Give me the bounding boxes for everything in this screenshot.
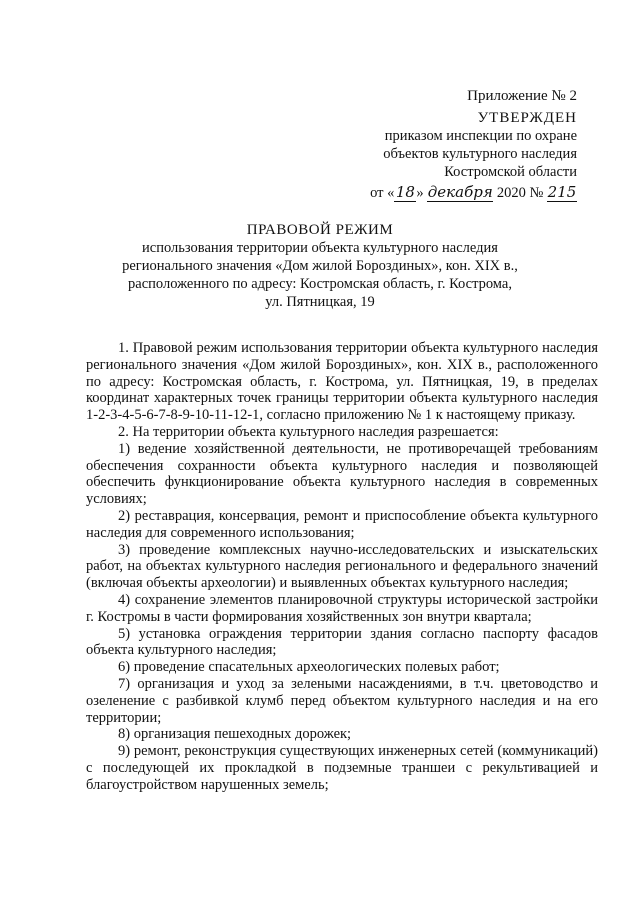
paragraph-2: 2. На территории объекта культурного наследия разрешается: [118, 423, 499, 440]
order-number-handwritten: 215 [547, 183, 577, 201]
title-line-3: расположенного по адресу: Костромская область, г. Кострома, [128, 276, 512, 292]
approved-line-1: приказом инспекции по охране [384, 128, 577, 144]
date-separator: » [416, 185, 424, 201]
approved-line-3: Костромской области [444, 164, 577, 180]
date-day-handwritten: 18 [395, 183, 415, 201]
appendix-label: Приложение № 2 [467, 88, 577, 104]
document-title: ПРАВОВОЙ РЕЖИМ [246, 222, 394, 238]
title-line-2: регионального значения «Дом жилой Бороздиных», кон. XIX в., [122, 258, 518, 274]
list-item: 5) установка ограждения территории здания согласно паспорту фасадов объекта культурного наследия; [86, 625, 598, 659]
list-item: 9) ремонт, реконструкция существующих инженерных сетей (коммуникаций) с последующей их прокладкой в подземные траншеи с рекультивацией и благоустройством нарушенных земель; [86, 743, 598, 793]
order-date-number [370, 183, 577, 202]
approved-heading: УТВЕРЖДЕН [477, 110, 577, 126]
approved-line-2: объектов культурного наследия [383, 146, 577, 162]
date-year: 2020 № [496, 185, 544, 201]
list-item: 2) реставрация, консервация, ремонт и приспособление объекта культурного наследия для современного использования; [86, 507, 598, 541]
list-item: 3) проведение комплексных научно-исследовательских и изыскательских работ, на объектах культурного наследия регионального и федерального значений (включая объекты археологии) и выявленных объектах культурного наследия; [86, 541, 598, 592]
list-item: 7) организация и уход за зелеными насаждениями, в т.ч. цветоводство и озеленение с разбивкой клумб перед объектом культурного наследия и на его территории; [86, 675, 598, 726]
document-body [86, 340, 598, 794]
title-line-4: ул. Пятницкая, 19 [265, 294, 375, 310]
date-prefix: от « [370, 185, 395, 201]
date-month-handwritten: декабря [427, 183, 493, 201]
title-line-1: использования территории объекта культурного наследия [142, 240, 498, 256]
list-item: 6) проведение спасательных археологических полевых работ; [118, 659, 500, 676]
list-item: 8) организация пешеходных дорожек; [118, 726, 352, 743]
list-item: 1) ведение хозяйственной деятельности, не противоречащей требованиям обеспечения сохранности объекта культурного наследия и позволяющей обеспечить функционирование объекта культурного наследия в современных условиях; [86, 440, 598, 508]
list-item: 4) сохранение элементов планировочной структуры исторической застройки г. Костромы в части формирования хозяйственных зон внутри квартала; [86, 591, 598, 625]
paragraph-1: 1. Правовой режим использования территории объекта культурного наследия регионального значения «Дом жилой Бороздиных», кон. XIX в., расположенного по адресу: Костромская область, г. Кострома, ул. Пятницкая, 19, в пределах координат характерных точек границы территории объекта культурного наследия 1-2-3-4-5-6-7-8-9-10-11-12-1, согласно приложению № 1 к настоящему приказу. [86, 340, 598, 424]
